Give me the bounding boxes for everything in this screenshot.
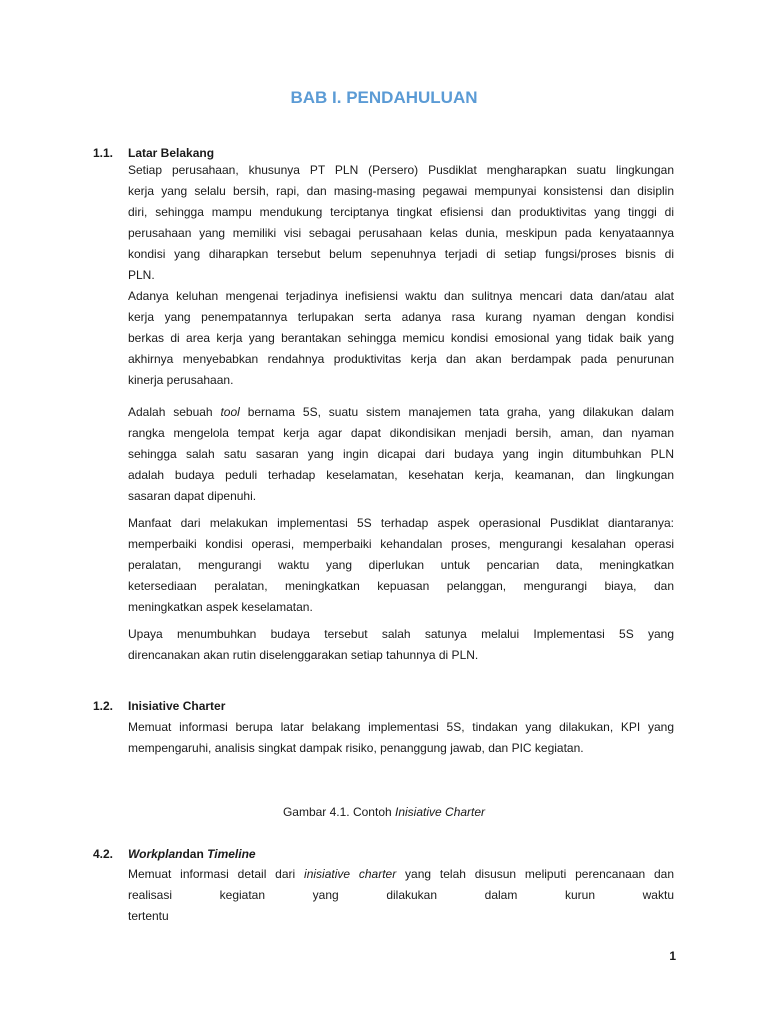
paragraph-5 [128, 624, 674, 666]
text-line [128, 402, 674, 423]
text-line: sehingga salah satu sasaran yang ingin dicapai dari budaya yang ingin ditumbuhkan PLN [128, 447, 674, 461]
paragraph-7 [128, 864, 674, 927]
figure-caption [0, 805, 768, 819]
text-line: mempengaruhi, analisis singkat dampak risiko, penanggung jawab, dan PIC kegiatan. [128, 741, 584, 755]
text-line: realisasi kegiatan yang dilakukan dalam kurun waktu tertentu [128, 888, 674, 923]
text-line: ketersediaan peralatan, meningkatkan kepuasan pelanggan, mengurangi biaya, dan [128, 579, 674, 593]
paragraph-2 [128, 286, 674, 391]
text-line: PLN. [128, 268, 155, 282]
paragraph-4 [128, 513, 674, 618]
text-line: kerja yang selalu bersih, rapi, dan masing-masing pegawai mempunyai konsistensi dan disiplin [128, 184, 674, 198]
section-title: Inisiative Charter [128, 699, 226, 713]
text-line: diri, sehingga mampu mendukung terciptanya tingkat efisiensi dan produktivitas yang tinggi di [128, 205, 674, 219]
text-line: Upaya menumbuhkan budaya tersebut salah satunya melalui Implementasi 5S yang [128, 627, 674, 641]
text-line: direncanakan akan rutin diselenggarakan setiap tahunnya di PLN. [128, 648, 479, 662]
text-segment: Adalah sebuah [128, 405, 221, 419]
text-line: Manfaat dari melakukan implementasi 5S terhadap aspek operasional Pusdiklat diantaranya: [128, 516, 674, 530]
section-title: dan [182, 847, 208, 861]
text-line: sasaran dapat dipenuhi. [128, 489, 257, 503]
caption-text: Gambar 4.1. Contoh [282, 805, 395, 819]
paragraph-1 [128, 160, 674, 286]
section-title: Latar Belakang [128, 146, 215, 160]
text-line [128, 864, 674, 885]
section-title-italic: Workplan [128, 847, 183, 861]
section-heading-latar-belakang [93, 146, 214, 160]
text-line: perusahaan yang memiliki visi sebagai perusahaan kelas dunia, meskipun pada kenyataannya [128, 226, 674, 240]
section-number: 4.2. [93, 847, 114, 861]
text-line: meningkatkan aspek keselamatan. [128, 600, 313, 614]
text-segment: yang telah disusun meliputi perencanaan dan [396, 867, 675, 881]
italic-term: inisiative charter [304, 867, 397, 881]
text-line: berkas di area kerja yang berantakan sehingga memicu kondisi emosional yang tidak baik yang [128, 331, 674, 345]
section-title-italic: Timeline [207, 847, 256, 861]
text-segment: Memuat informasi detail dari [128, 867, 305, 881]
page-title: BAB I. PENDAHULUAN [290, 88, 478, 107]
page-number: 1 [669, 949, 676, 963]
paragraph-6 [128, 717, 674, 759]
text-line: memperbaiki kondisi operasi, memperbaiki kehandalan proses, mengurangi kesalahan operasi [128, 537, 674, 551]
section-heading-inisiative-charter [93, 699, 225, 713]
section-heading-workplan-timeline [93, 847, 256, 861]
paragraph-3 [128, 402, 674, 507]
text-line: adalah budaya peduli terhadap keselamatan, kesehatan kerja, keamanan, dan lingkungan [128, 468, 674, 482]
section-number: 1.1. [93, 146, 114, 160]
text-line: rangka mengelola tempat kerja agar dapat dikondisikan menjadi bersih, aman, dan nyaman [128, 426, 674, 440]
italic-term: tool [220, 405, 240, 419]
text-segment: bernama 5S, suatu sistem manajemen tata graha, yang dilakukan dalam [239, 405, 675, 419]
text-line: akhirnya menyebabkan rendahnya produktivitas kerja dan akan berdampak pada penurunan [128, 352, 674, 366]
text-line: peralatan, mengurangi waktu yang diperlukan untuk pencarian data, meningkatkan [128, 558, 674, 572]
text-line: kerja yang penempatannya terlupakan serta adanya rasa kurang nyaman dengan kondisi [128, 310, 674, 324]
text-line: Memuat informasi berupa latar belakang implementasi 5S, tindakan yang dilakukan, KPI yang [128, 720, 674, 734]
text-line: kondisi yang diharapkan tersebut belum sepenuhnya terjadi di setiap fungsi/proses bisnis di [128, 247, 674, 261]
text-line: kinerja perusahaan. [128, 373, 234, 387]
text-line: Adanya keluhan mengenai terjadinya inefisiensi waktu dan sulitnya mencari data dan/atau alat [128, 289, 674, 303]
caption-italic: Inisiative Charter [395, 805, 486, 819]
section-number: 1.2. [93, 699, 114, 713]
text-line: Setiap perusahaan, khusunya PT PLN (Persero) Pusdiklat mengharapkan suatu lingkungan [128, 163, 674, 177]
